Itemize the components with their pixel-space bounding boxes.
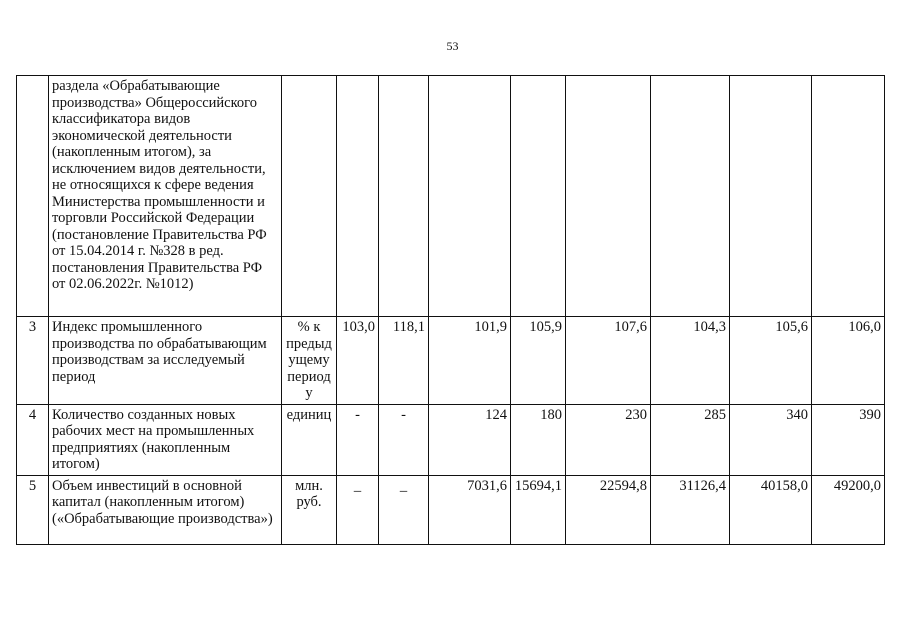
value-cell: 15694,1 [511, 475, 566, 544]
indicator-name: Объем инвестиций в основной капитал (накопленным итогом) («Обрабатывающие производства») [49, 475, 282, 544]
value-cell: 101,9 [429, 317, 511, 405]
value-cell [511, 76, 566, 317]
value-cell: 40158,0 [730, 475, 812, 544]
unit-cell: млн. руб. [282, 475, 337, 544]
value-cell: 180 [511, 404, 566, 475]
table-row [17, 76, 885, 317]
value-cell: 107,6 [566, 317, 651, 405]
value-cell: - [379, 404, 429, 475]
row-number [17, 76, 49, 317]
value-cell [566, 76, 651, 317]
value-cell: 106,0 [812, 317, 885, 405]
value-cell [730, 76, 812, 317]
value-cell: 124 [429, 404, 511, 475]
row-number: 5 [17, 475, 49, 544]
value-cell [337, 76, 379, 317]
value-cell: _ [337, 475, 379, 544]
row-number: 4 [17, 404, 49, 475]
value-cell: 7031,6 [429, 475, 511, 544]
value-cell: - [337, 404, 379, 475]
value-cell [429, 76, 511, 317]
unit-cell [282, 76, 337, 317]
value-cell: 390 [812, 404, 885, 475]
table-row [17, 317, 885, 405]
value-cell: 230 [566, 404, 651, 475]
value-cell: 105,9 [511, 317, 566, 405]
value-cell: 105,6 [730, 317, 812, 405]
unit-cell: единиц [282, 404, 337, 475]
value-cell: 340 [730, 404, 812, 475]
indicator-name: Количество созданных новых рабочих мест на промышленных предприятиях (накопленным итогом) [49, 404, 282, 475]
value-cell: 49200,0 [812, 475, 885, 544]
value-cell [651, 76, 730, 317]
indicators-table [16, 75, 885, 545]
value-cell: 285 [651, 404, 730, 475]
value-cell: 104,3 [651, 317, 730, 405]
page-number: 53 [446, 39, 459, 53]
value-cell [812, 76, 885, 317]
indicator-name: раздела «Обрабатывающие производства» Общероссийского классификатора видов экономической деятельности (накопленным итогом), за исключением видов деятельности, не относящихся к сфере ведения Министерства промышленности и торговли Российской Федерации (постановление Правительства РФ от 15.04.2014 г. №328 в ред. постановления Правительства РФ от 02.06.2022г. №1012) [49, 76, 282, 317]
unit-cell: % к предыд ущему период у [282, 317, 337, 405]
row-number: 3 [17, 317, 49, 405]
table-row [17, 475, 885, 544]
indicator-name: Индекс промышленного производства по обрабатывающим производствам за исследуемый период [49, 317, 282, 405]
value-cell: _ [379, 475, 429, 544]
table-row [17, 404, 885, 475]
value-cell: 31126,4 [651, 475, 730, 544]
value-cell: 22594,8 [566, 475, 651, 544]
value-cell: 103,0 [337, 317, 379, 405]
value-cell: 118,1 [379, 317, 429, 405]
value-cell [379, 76, 429, 317]
